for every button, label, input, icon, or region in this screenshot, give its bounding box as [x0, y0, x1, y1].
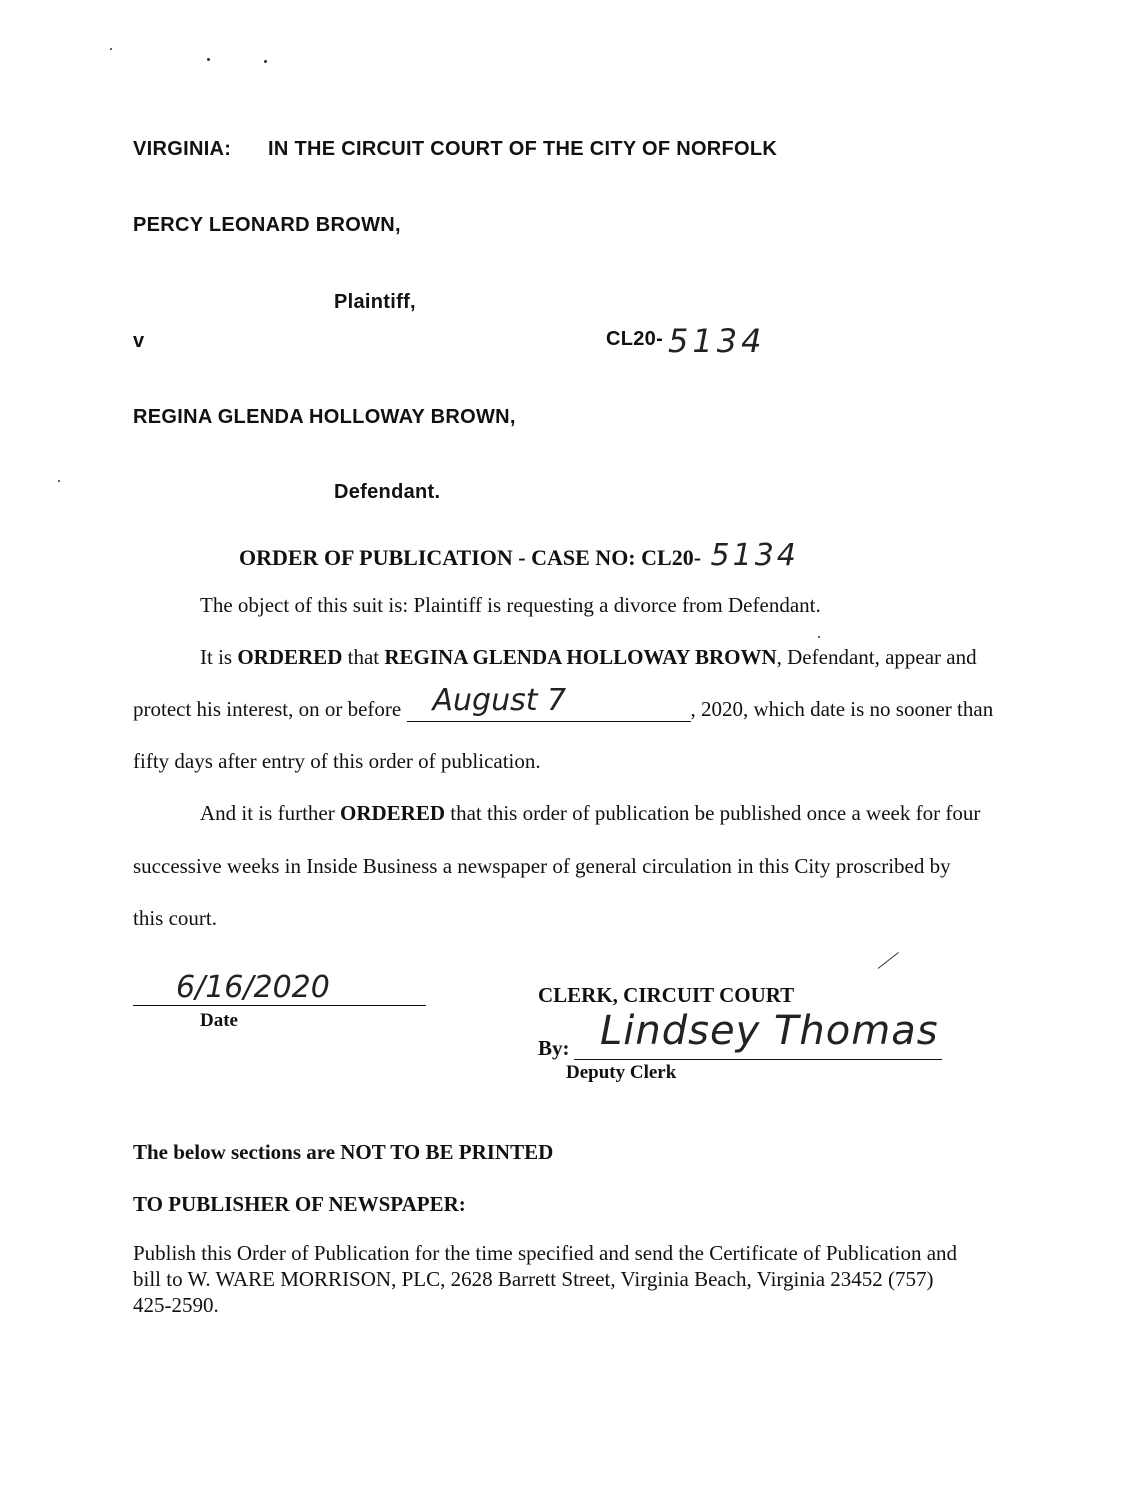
p4-end: that this order of publication be published once a week for four: [445, 801, 981, 825]
order-title: [239, 538, 799, 573]
p4-ordered: ORDERED: [339, 801, 445, 825]
scan-speck: [207, 58, 210, 61]
deputy-clerk-label: Deputy Clerk: [566, 1062, 677, 1083]
scan-speck: [58, 480, 60, 482]
date-handwritten: 6/16/2020: [176, 970, 330, 1005]
order-title-number: 5134: [710, 538, 799, 573]
publisher-instructions-line-1: Publish this Order of Publication for the time specified and send the Certificate of Publication and: [133, 1241, 958, 1265]
case-prefix: CL20-: [606, 328, 664, 350]
not-printed-notice: The below sections are NOT TO BE PRINTED: [133, 1140, 554, 1164]
order-paragraph-6: this court.: [133, 906, 217, 930]
order-paragraph-2: [133, 683, 994, 722]
appearance-date-blank: [407, 683, 691, 722]
appearance-date-handwritten: August 7: [432, 683, 567, 718]
defendant-label: Defendant.: [334, 481, 441, 503]
order-paragraph-4: [200, 801, 980, 826]
p1-start: It is: [200, 645, 238, 669]
order-paragraph-3: fifty days after entry of this order of publication.: [133, 749, 541, 773]
p1-defendant-name: REGINA GLENDA HOLLOWAY BROWN: [384, 645, 777, 669]
publisher-instructions-line-2: bill to W. WARE MORRISON, PLC, 2628 Barrett Street, Virginia Beach, Virginia 23452 (757): [133, 1267, 934, 1291]
clerk-title: CLERK, CIRCUIT COURT: [538, 983, 795, 1007]
by-label: By:: [538, 1036, 570, 1060]
scan-speck: [818, 636, 820, 638]
scan-speck: [264, 60, 267, 63]
order-paragraph-1: [200, 645, 977, 670]
court-state: VIRGINIA:: [133, 138, 232, 160]
p2-end: , 2020, which date is no sooner than: [690, 697, 994, 721]
date-line: [133, 1005, 426, 1006]
order-title-text: ORDER OF PUBLICATION - CASE NO: CL20-: [239, 545, 702, 570]
signature-line: [574, 1059, 942, 1060]
p1-end: , Defendant, appear and: [776, 645, 977, 669]
object-of-suit: The object of this suit is: Plaintiff is requesting a divorce from Defendant.: [200, 593, 821, 617]
date-label: Date: [200, 1010, 238, 1031]
court-name: IN THE CIRCUIT COURT OF THE CITY OF NORFOLK: [268, 138, 778, 160]
plaintiff-label: Plaintiff,: [334, 291, 416, 313]
order-paragraph-5: successive weeks in Inside Business a newspaper of general circulation in this City proscribed by: [133, 854, 951, 878]
p1-ordered: ORDERED: [237, 645, 343, 669]
case-number-handwritten: 5134: [668, 322, 766, 360]
scan-speck: [110, 48, 112, 50]
to-publisher-heading: TO PUBLISHER OF NEWSPAPER:: [133, 1192, 466, 1216]
plaintiff-name: PERCY LEONARD BROWN,: [133, 214, 401, 236]
pen-mark: [878, 952, 899, 969]
p4-start: And it is further: [200, 801, 340, 825]
clerk-signature: Lindsey Thomas: [600, 1008, 939, 1054]
defendant-name: REGINA GLENDA HOLLOWAY BROWN,: [133, 406, 516, 428]
versus-label: v: [133, 330, 145, 352]
p1-that: that: [342, 645, 385, 669]
publisher-instructions-line-3: 425-2590.: [133, 1293, 219, 1317]
p2-start: protect his interest, on or before: [133, 697, 402, 721]
